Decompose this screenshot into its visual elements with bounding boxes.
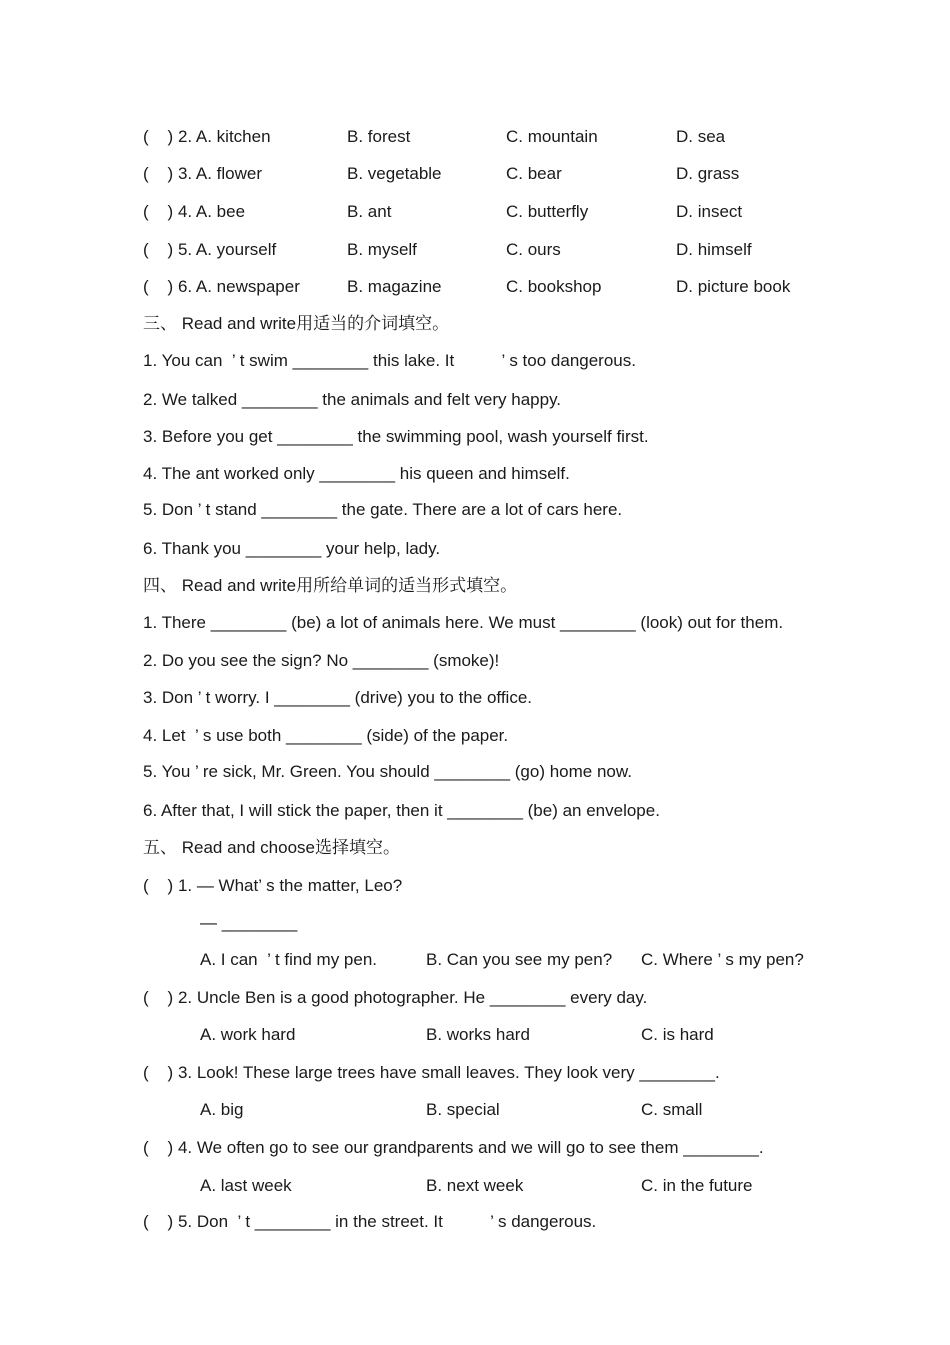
s4-item-1: 1. There ________ (be) a lot of animals here. We must ________ (look) out for them.	[143, 613, 784, 632]
option-d: D. insect	[676, 202, 743, 221]
option-d: D. grass	[676, 164, 740, 183]
option-b: B. forest	[347, 127, 411, 146]
question-2-stem: ( ) 2. A. kitchen	[143, 127, 271, 146]
s5-q3-option-b: B. special	[426, 1100, 500, 1119]
option-c: C. bear	[506, 164, 562, 183]
s5-q3-option-a: A. big	[200, 1100, 244, 1119]
option-c: C. bookshop	[506, 277, 602, 296]
option-c: C. ours	[506, 240, 561, 259]
option-d: D. sea	[676, 127, 726, 146]
s4-item-4: 4. Let ’ s use both ________ (side) of the paper.	[143, 726, 509, 745]
question-5-stem: ( ) 5. A. yourself	[143, 240, 277, 259]
s3-item-1: 1. You can ’ t swim ________ this lake. It ’ s too dangerous.	[143, 351, 636, 370]
s5-q2-option-a: A. work hard	[200, 1025, 296, 1044]
s5-q2-option-b: B. works hard	[426, 1025, 530, 1044]
section-4-heading: 四、 Read and write用所给单词的适当形式填空。	[143, 576, 518, 595]
option-d: D. picture book	[676, 277, 791, 296]
s5-q4-option-c: C. in the future	[641, 1176, 753, 1195]
s5-q4-stem: ( ) 4. We often go to see our grandparents and we will go to see them ________.	[143, 1138, 764, 1157]
s5-q1-option-c: C. Where ’ s my pen?	[641, 950, 804, 969]
option-b: B. ant	[347, 202, 392, 221]
option-c: C. mountain	[506, 127, 598, 146]
question-3-stem: ( ) 3. A. flower	[143, 164, 263, 183]
option-b: B. myself	[347, 240, 417, 259]
s5-q2-stem: ( ) 2. Uncle Ben is a good photographer. He ________ every day.	[143, 988, 648, 1007]
s3-item-5: 5. Don ’ t stand ________ the gate. There are a lot of cars here.	[143, 500, 623, 519]
s4-item-5: 5. You ’ re sick, Mr. Green. You should ________ (go) home now.	[143, 762, 632, 781]
section-5-heading: 五、 Read and choose选择填空。	[143, 838, 400, 857]
s5-q1-option-b: B. Can you see my pen?	[426, 950, 613, 969]
s5-q3-stem: ( ) 3. Look! These large trees have small leaves. They look very ________.	[143, 1063, 720, 1082]
option-b: B. magazine	[347, 277, 442, 296]
s3-item-3: 3. Before you get ________ the swimming pool, wash yourself first.	[143, 427, 649, 446]
s4-item-2: 2. Do you see the sign? No ________ (smoke)!	[143, 651, 500, 670]
option-c: C. butterfly	[506, 202, 589, 221]
s4-item-3: 3. Don ’ t worry. I ________ (drive) you to the office.	[143, 688, 532, 707]
s3-item-4: 4. The ant worked only ________ his queen and himself.	[143, 464, 570, 483]
s5-q1-answer-blank: — ________	[200, 913, 298, 932]
option-b: B. vegetable	[347, 164, 442, 183]
option-d: D. himself	[676, 240, 752, 259]
s5-q2-option-c: C. is hard	[641, 1025, 714, 1044]
s5-q3-option-c: C. small	[641, 1100, 703, 1119]
s4-item-6: 6. After that, I will stick the paper, then it ________ (be) an envelope.	[143, 801, 660, 820]
s3-item-2: 2. We talked ________ the animals and felt very happy.	[143, 390, 562, 409]
question-6-stem: ( ) 6. A. newspaper	[143, 277, 300, 296]
s5-q5-stem: ( ) 5. Don ’ t ________ in the street. It ’ s dangerous.	[143, 1212, 597, 1231]
s5-q4-option-a: A. last week	[200, 1176, 292, 1195]
s5-q4-option-b: B. next week	[426, 1176, 524, 1195]
section-3-heading: 三、 Read and write用适当的介词填空。	[143, 314, 450, 333]
s5-q1-option-a: A. I can ’ t find my pen.	[200, 950, 378, 969]
s3-item-6: 6. Thank you ________ your help, lady.	[143, 539, 441, 558]
s5-q1-stem: ( ) 1. — What’ s the matter, Leo?	[143, 876, 403, 895]
question-4-stem: ( ) 4. A. bee	[143, 202, 246, 221]
